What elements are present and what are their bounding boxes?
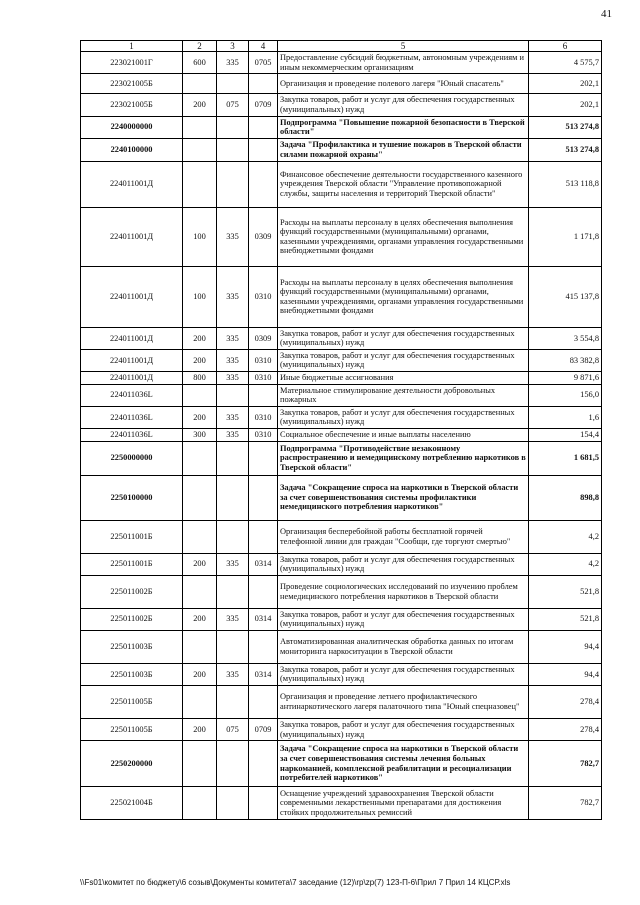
cell-name: Иные бюджетные ассигнования — [278, 372, 529, 385]
table-row — [81, 116, 602, 138]
cell-name: Закупка товаров, работ и услуг для обеспечения государственных (муниципальных) нужд — [278, 349, 529, 371]
cell-department — [217, 520, 249, 553]
cell-amount: 154,4 — [529, 428, 602, 441]
cell-name: Подпрограмма "Повышение пожарной безопасности в Тверской области" — [278, 116, 529, 138]
cell-expense-type: 200 — [183, 608, 217, 630]
cell-expense-type: 200 — [183, 406, 217, 428]
cell-expense-type — [183, 630, 217, 663]
table-row — [81, 553, 602, 575]
table-body — [81, 52, 602, 820]
cell-expense-type: 200 — [183, 553, 217, 575]
table-row — [81, 94, 602, 116]
cell-amount: 94,4 — [529, 663, 602, 685]
table-row — [81, 327, 602, 349]
cell-code: 225011003Б — [81, 630, 183, 663]
cell-expense-type — [183, 441, 217, 475]
header-col-1: 1 — [81, 41, 183, 52]
cell-name: Расходы на выплаты персоналу в целях обеспечения выполнения функций государственными (муниципальными) органами, казенными учреждениями, органами управления государственными внебюджетными фондами — [278, 207, 529, 266]
cell-name: Закупка товаров, работ и услуг для обеспечения государственных (муниципальных) нужд — [278, 94, 529, 116]
cell-section — [249, 161, 278, 207]
cell-amount: 94,4 — [529, 630, 602, 663]
cell-section — [249, 441, 278, 475]
header-col-2: 2 — [183, 41, 217, 52]
cell-code: 225011001Б — [81, 553, 183, 575]
cell-code: 224011001Д — [81, 207, 183, 266]
cell-amount: 1 171,8 — [529, 207, 602, 266]
cell-section: 0309 — [249, 207, 278, 266]
cell-expense-type: 800 — [183, 372, 217, 385]
cell-department: 335 — [217, 663, 249, 685]
table-row — [81, 384, 602, 406]
cell-department — [217, 384, 249, 406]
cell-code: 225011005Б — [81, 685, 183, 718]
cell-name: Материальное стимулирование деятельности добровольных пожарных — [278, 384, 529, 406]
cell-code: 225011005Б — [81, 718, 183, 740]
cell-amount: 4,2 — [529, 553, 602, 575]
cell-name: Оснащение учреждений здравоохранения Тверской области современными лекарственными препаратами для достижения стойких продолжительных ремиссий — [278, 787, 529, 820]
cell-name: Закупка товаров, работ и услуг для обеспечения государственных (муниципальных) нужд — [278, 553, 529, 575]
cell-section — [249, 741, 278, 787]
cell-name: Задача "Сокращение спроса на наркотики в Тверской области за счет совершенствования системы профилактики немедицинского потребления наркотиков" — [278, 475, 529, 520]
cell-amount: 1,6 — [529, 406, 602, 428]
table-row — [81, 74, 602, 94]
cell-name: Организация и проведение полевого лагеря "Юный спасатель" — [278, 74, 529, 94]
header-col-3: 3 — [217, 41, 249, 52]
cell-section — [249, 575, 278, 608]
table-row — [81, 718, 602, 740]
cell-code: 2240000000 — [81, 116, 183, 138]
table-row — [81, 161, 602, 207]
cell-code: 2250100000 — [81, 475, 183, 520]
cell-expense-type — [183, 685, 217, 718]
cell-name: Закупка товаров, работ и услуг для обеспечения государственных (муниципальных) нужд — [278, 663, 529, 685]
table-row — [81, 406, 602, 428]
cell-amount: 521,8 — [529, 608, 602, 630]
cell-amount: 898,8 — [529, 475, 602, 520]
cell-expense-type — [183, 161, 217, 207]
cell-department — [217, 74, 249, 94]
cell-code: 223021005Б — [81, 74, 183, 94]
cell-name: Организация и проведение летнего профилактического антинаркотического лагеря палаточного типа "Юный спецназовец" — [278, 685, 529, 718]
cell-code: 224011001Д — [81, 372, 183, 385]
cell-section: 0709 — [249, 94, 278, 116]
header-col-4: 4 — [249, 41, 278, 52]
cell-amount: 202,1 — [529, 74, 602, 94]
cell-section: 0310 — [249, 349, 278, 371]
cell-code: 224011036L — [81, 384, 183, 406]
cell-amount: 415 137,8 — [529, 266, 602, 327]
header-col-6: 6 — [529, 41, 602, 52]
cell-amount: 513 118,8 — [529, 161, 602, 207]
cell-code: 224011001Д — [81, 161, 183, 207]
cell-department — [217, 441, 249, 475]
table-row — [81, 52, 602, 74]
cell-amount: 3 554,8 — [529, 327, 602, 349]
cell-section — [249, 74, 278, 94]
cell-expense-type — [183, 138, 217, 161]
cell-code: 224011001Д — [81, 327, 183, 349]
cell-expense-type: 100 — [183, 207, 217, 266]
page-number: 41 — [601, 8, 612, 20]
cell-name: Закупка товаров, работ и услуг для обеспечения государственных (муниципальных) нужд — [278, 608, 529, 630]
cell-section: 0310 — [249, 406, 278, 428]
cell-amount: 4 575,7 — [529, 52, 602, 74]
cell-code: 223021005Б — [81, 94, 183, 116]
cell-department — [217, 575, 249, 608]
cell-section — [249, 787, 278, 820]
cell-section: 0310 — [249, 266, 278, 327]
table-row — [81, 372, 602, 385]
cell-amount: 156,0 — [529, 384, 602, 406]
cell-department: 335 — [217, 428, 249, 441]
cell-name: Социальное обеспечение и иные выплаты населению — [278, 428, 529, 441]
cell-code: 224011036L — [81, 428, 183, 441]
cell-expense-type — [183, 575, 217, 608]
table-row — [81, 575, 602, 608]
table-row — [81, 520, 602, 553]
cell-expense-type: 100 — [183, 266, 217, 327]
table-row — [81, 475, 602, 520]
cell-amount: 202,1 — [529, 94, 602, 116]
cell-name: Закупка товаров, работ и услуг для обеспечения государственных (муниципальных) нужд — [278, 718, 529, 740]
table-row — [81, 685, 602, 718]
table-row — [81, 741, 602, 787]
cell-department: 335 — [217, 608, 249, 630]
cell-department — [217, 630, 249, 663]
cell-expense-type: 300 — [183, 428, 217, 441]
cell-section: 0314 — [249, 663, 278, 685]
table-row — [81, 207, 602, 266]
cell-department: 075 — [217, 94, 249, 116]
cell-expense-type — [183, 741, 217, 787]
cell-code: 224011001Д — [81, 349, 183, 371]
cell-name: Закупка товаров, работ и услуг для обеспечения государственных (муниципальных) нужд — [278, 327, 529, 349]
cell-section: 0709 — [249, 718, 278, 740]
cell-section: 0309 — [249, 327, 278, 349]
table-row — [81, 663, 602, 685]
cell-name: Организация бесперебойной работы бесплатной горячей телефонной линии для граждан "Сообщи, где торгуют смертью" — [278, 520, 529, 553]
cell-amount: 83 382,8 — [529, 349, 602, 371]
cell-expense-type — [183, 384, 217, 406]
table-header-row — [81, 41, 602, 52]
cell-department — [217, 741, 249, 787]
cell-expense-type: 200 — [183, 663, 217, 685]
cell-amount: 782,7 — [529, 787, 602, 820]
table-row — [81, 787, 602, 820]
cell-code: 2240100000 — [81, 138, 183, 161]
cell-department: 335 — [217, 266, 249, 327]
cell-name: Финансовое обеспечение деятельности государственного казенного учреждения Тверской области "Управление противопожарной службы, защиты населения и территорий Тверской области" — [278, 161, 529, 207]
cell-section — [249, 384, 278, 406]
table-row — [81, 608, 602, 630]
cell-amount: 1 681,5 — [529, 441, 602, 475]
cell-section: 0310 — [249, 372, 278, 385]
cell-department — [217, 787, 249, 820]
table-row — [81, 349, 602, 371]
cell-department: 335 — [217, 406, 249, 428]
cell-code: 224011036L — [81, 406, 183, 428]
cell-code: 2250200000 — [81, 741, 183, 787]
cell-expense-type — [183, 74, 217, 94]
cell-code: 225021004Б — [81, 787, 183, 820]
cell-section — [249, 475, 278, 520]
cell-department: 335 — [217, 349, 249, 371]
cell-section — [249, 116, 278, 138]
cell-amount: 513 274,8 — [529, 116, 602, 138]
table-row — [81, 630, 602, 663]
cell-expense-type — [183, 116, 217, 138]
cell-department: 335 — [217, 372, 249, 385]
cell-department — [217, 161, 249, 207]
cell-code: 2250000000 — [81, 441, 183, 475]
cell-department — [217, 116, 249, 138]
header-col-5: 5 — [278, 41, 529, 52]
cell-section — [249, 685, 278, 718]
cell-name: Закупка товаров, работ и услуг для обеспечения государственных (муниципальных) нужд — [278, 406, 529, 428]
cell-name: Задача "Профилактика и тушение пожаров в Тверской области силами пожарной охраны" — [278, 138, 529, 161]
cell-expense-type — [183, 520, 217, 553]
cell-amount: 4,2 — [529, 520, 602, 553]
table-row — [81, 138, 602, 161]
cell-section: 0314 — [249, 553, 278, 575]
cell-department — [217, 475, 249, 520]
cell-section — [249, 630, 278, 663]
cell-code: 225011001Б — [81, 520, 183, 553]
cell-expense-type: 200 — [183, 94, 217, 116]
cell-expense-type: 200 — [183, 327, 217, 349]
table-row — [81, 428, 602, 441]
cell-section — [249, 520, 278, 553]
cell-amount: 521,8 — [529, 575, 602, 608]
table-row — [81, 441, 602, 475]
cell-department — [217, 138, 249, 161]
cell-amount: 513 274,8 — [529, 138, 602, 161]
cell-code: 224011001Д — [81, 266, 183, 327]
cell-department: 335 — [217, 553, 249, 575]
cell-code: 223021001Г — [81, 52, 183, 74]
cell-code: 225011002Б — [81, 575, 183, 608]
cell-expense-type — [183, 787, 217, 820]
cell-name: Проведение социологических исследований по изучению проблем немедицинского потребления наркотиков в Тверской области — [278, 575, 529, 608]
cell-name: Автоматизированная аналитическая обработка данных по итогам мониторинга наркоситуации в Тверской области — [278, 630, 529, 663]
cell-department: 335 — [217, 327, 249, 349]
cell-department: 075 — [217, 718, 249, 740]
budget-table — [80, 40, 602, 820]
table-row — [81, 266, 602, 327]
cell-department: 335 — [217, 52, 249, 74]
cell-amount: 782,7 — [529, 741, 602, 787]
cell-expense-type — [183, 475, 217, 520]
cell-name: Задача "Сокращение спроса на наркотики в Тверской области за счет совершенствования системы лечения больных наркоманией, комплексной реабилитации и ресоциализации потребителей наркотиков" — [278, 741, 529, 787]
cell-expense-type: 600 — [183, 52, 217, 74]
cell-section: 0310 — [249, 428, 278, 441]
cell-expense-type: 200 — [183, 718, 217, 740]
cell-amount: 278,4 — [529, 685, 602, 718]
cell-name: Подпрограмма "Противодействие незаконному распространению и немедицинскому потреблению наркотиков в Тверской области" — [278, 441, 529, 475]
cell-department: 335 — [217, 207, 249, 266]
file-path-footer: \\Fs01\комитет по бюджету\6 созыв\Документы комитета\7 заседание (12)\rp\zp(7) 123-П-6\Прил 7 Прил 14 КЦСР.xls — [80, 878, 511, 887]
cell-section — [249, 138, 278, 161]
cell-section: 0314 — [249, 608, 278, 630]
cell-code: 225011003Б — [81, 663, 183, 685]
cell-section: 0705 — [249, 52, 278, 74]
cell-amount: 9 871,6 — [529, 372, 602, 385]
cell-department — [217, 685, 249, 718]
cell-code: 225011002Б — [81, 608, 183, 630]
cell-name: Предоставление субсидий бюджетным, автономным учреждениям и иным некоммерческим организациям — [278, 52, 529, 74]
cell-name: Расходы на выплаты персоналу в целях обеспечения выполнения функций государственными (муниципальными) органами, казенными учреждениями, органами управления государственными внебюджетными фондами — [278, 266, 529, 327]
cell-expense-type: 200 — [183, 349, 217, 371]
cell-amount: 278,4 — [529, 718, 602, 740]
